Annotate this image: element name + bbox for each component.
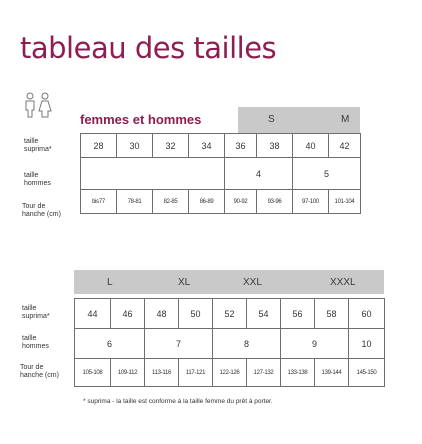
hanche-cell: 97-100 xyxy=(293,190,329,214)
suprima-cell: 50 xyxy=(179,299,213,329)
suprima-cell: 42 xyxy=(329,134,361,158)
size-header-xxl: XXL xyxy=(243,277,262,288)
size-header-xl: XL xyxy=(178,277,191,288)
label-taille-hommes: taille hommes xyxy=(24,172,51,187)
suprima-cell: 48 xyxy=(145,299,179,329)
hanche-cell: 101-104 xyxy=(329,190,361,214)
hanche-cell: 133-138 xyxy=(281,359,315,387)
suprima-cell: 58 xyxy=(315,299,349,329)
hanche-cell: 78-81 xyxy=(117,190,153,214)
hanche-cell: 127-132 xyxy=(247,359,281,387)
hanche-cell: 117-121 xyxy=(179,359,213,387)
hanche-cell: 109-112 xyxy=(111,359,145,387)
size-header-bar xyxy=(74,270,384,294)
hommes-cell: 4 xyxy=(225,158,293,190)
hanche-cell: 105-108 xyxy=(75,359,111,387)
size-header-s: S xyxy=(268,114,275,125)
hanche-cell: 93-96 xyxy=(257,190,293,214)
label-tour-de-hanche: Tour de hanche (cm) xyxy=(20,364,59,379)
hanche-cell: 90-92 xyxy=(225,190,257,214)
suprima-cell: 32 xyxy=(153,134,189,158)
suprima-cell: 60 xyxy=(349,299,385,329)
size-table-s-m xyxy=(80,133,361,214)
suprima-cell: 56 xyxy=(281,299,315,329)
hommes-cell: 7 xyxy=(145,329,213,359)
hommes-cell: 6 xyxy=(75,329,145,359)
hommes-cell: 5 xyxy=(293,158,361,190)
hanche-cell: 122-126 xyxy=(213,359,247,387)
hanche-cell: 82-85 xyxy=(153,190,189,214)
hanche-cell: 113-116 xyxy=(145,359,179,387)
hommes-cell: 9 xyxy=(281,329,349,359)
size-header-bar xyxy=(238,107,360,133)
suprima-cell: 40 xyxy=(293,134,329,158)
hanche-cell: 86-89 xyxy=(189,190,225,214)
suprima-cell: 30 xyxy=(117,134,153,158)
footnote: * suprima - la taille est conforme à la taille femme du prêt à porter. xyxy=(83,398,273,405)
label-taille-suprima: taille suprima* xyxy=(24,138,52,153)
size-header-l: L xyxy=(107,277,113,288)
size-header-xxxl: XXXL xyxy=(330,277,356,288)
hanche-cell: bis77 xyxy=(81,190,117,214)
suprima-cell: 34 xyxy=(189,134,225,158)
suprima-cell: 28 xyxy=(81,134,117,158)
hanche-cell: 145-150 xyxy=(349,359,385,387)
label-tour-de-hanche: Tour de hanche (cm) xyxy=(22,203,61,218)
person-icons xyxy=(22,92,54,118)
suprima-cell: 38 xyxy=(257,134,293,158)
suprima-cell: 36 xyxy=(225,134,257,158)
hanche-cell: 139-144 xyxy=(315,359,349,387)
hommes-cell: 8 xyxy=(213,329,281,359)
size-table-l-xxxl xyxy=(74,298,385,387)
table-subtitle: femmes et hommes xyxy=(80,112,202,127)
label-taille-hommes: taille hommes xyxy=(22,335,49,350)
label-taille-suprima: taille suprima* xyxy=(22,305,50,320)
suprima-cell: 52 xyxy=(213,299,247,329)
hommes-cell-empty xyxy=(81,158,225,190)
suprima-cell: 46 xyxy=(111,299,145,329)
size-header-m: M xyxy=(341,114,350,125)
page-title: tableau des tailles xyxy=(20,31,277,65)
hommes-cell: 10 xyxy=(349,329,385,359)
suprima-cell: 44 xyxy=(75,299,111,329)
suprima-cell: 54 xyxy=(247,299,281,329)
